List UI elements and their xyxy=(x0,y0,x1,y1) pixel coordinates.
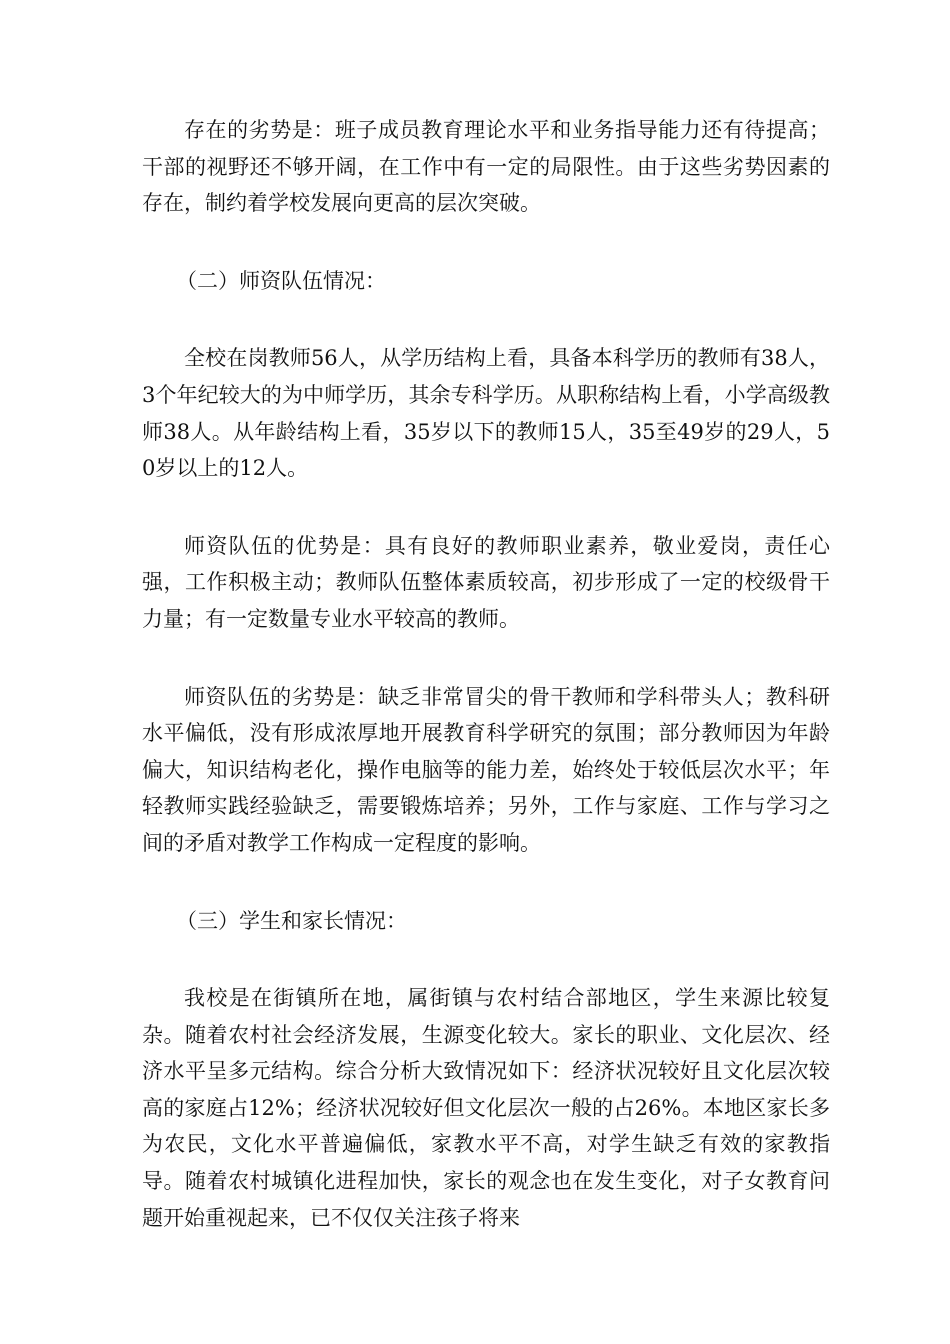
paragraph-staff-strengths: 师资队伍的优势是：具有良好的教师职业素养，敬业爱岗，责任心强，工作积极主动；教师队伍整体素质较高，初步形成了一定的校级骨干力量；有一定数量专业水平较高的教师。 xyxy=(142,533,830,631)
section-heading-teaching-staff: （二）师资队伍情况： xyxy=(176,268,386,293)
paragraph-staff-structure: 全校在岗教师56人，从学历结构上看，具备本科学历的教师有38人，3个年纪较大的为中师学历，其余专科学历。从职称结构上看，小学高级教师38人。从年龄结构上看，35岁以下的教师15人，35至49岁的29人，50岁以上的12人。 xyxy=(142,346,830,481)
section-heading-students-parents: （三）学生和家长情况： xyxy=(176,908,407,933)
paragraph-leadership-weaknesses: 存在的劣势是：班子成员教育理论水平和业务指导能力还有待提高；干部的视野还不够开阔，在工作中有一定的局限性。由于这些劣势因素的存在，制约着学校发展向更高的层次突破。 xyxy=(142,118,830,216)
paragraph-staff-weaknesses: 师资队伍的劣势是：缺乏非常冒尖的骨干教师和学科带头人；教科研水平偏低，没有形成浓厚地开展教育科学研究的氛围；部分教师因为年龄偏大，知识结构老化，操作电脑等的能力差，始终处于较低层次水平；年轻教师实践经验缺乏，需要锻炼培养；另外，工作与家庭、工作与学习之间的矛盾对教学工作构成一定程度的影响。 xyxy=(142,684,830,855)
paragraph-students-parents: 我校是在街镇所在地，属街镇与农村结合部地区，学生来源比较复杂。随着农村社会经济发展，生源变化较大。家长的职业、文化层次、经济水平呈多元结构。综合分析大致情况如下：经济状况较好且文化层次较高的家庭占12%；经济状况较好但文化层次一般的占26%。本地区家长多为农民，文化水平普遍偏低，家教水平不高，对学生缺乏有效的家教指导。随着农村城镇化进程加快，家长的观念也在发生变化，对子女教育问题开始重视起来，已不仅仅关注孩子将来 xyxy=(142,986,830,1230)
document-page xyxy=(142,112,830,1277)
